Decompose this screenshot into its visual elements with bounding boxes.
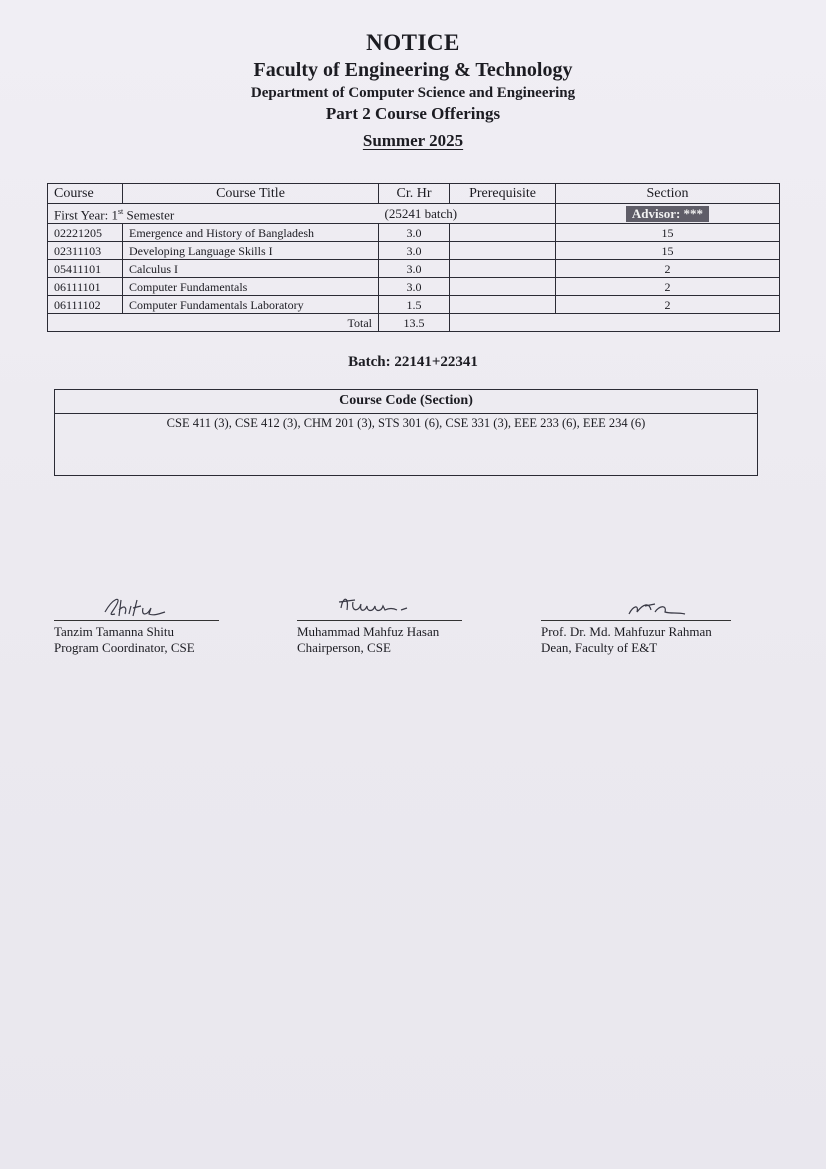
col-credit-header: Cr. Hr [379, 184, 450, 204]
signature-block-coordinator [54, 590, 219, 656]
course-prerequisite [450, 242, 556, 260]
signature-line [541, 620, 731, 621]
course-prerequisite [450, 224, 556, 242]
table-header-row [48, 184, 780, 204]
course-title: Calculus I [123, 260, 379, 278]
course-code: 02221205 [48, 224, 123, 242]
handwritten-signature-shitu [99, 590, 189, 622]
table-row [48, 260, 780, 278]
faculty-name: Faculty of Engineering & Technology [253, 59, 573, 81]
department-name: Department of Computer Science and Engineering [250, 85, 576, 101]
course-offerings-table [47, 183, 780, 332]
signatory-role: Chairperson, CSE [297, 640, 391, 655]
semester-word: Semester [126, 207, 175, 223]
course-credit: 1.5 [379, 296, 450, 314]
semester-row [48, 204, 780, 224]
term-label: Summer 2025 [362, 131, 464, 150]
course-credit: 3.0 [379, 260, 450, 278]
signatory-name: Tanzim Tamanna Shitu [54, 624, 174, 639]
course-code: 06111102 [48, 296, 123, 314]
table-row [48, 242, 780, 260]
total-blank [450, 314, 780, 332]
col-prerequisite-header: Prerequisite [450, 184, 556, 204]
signatory-role: Program Coordinator, CSE [54, 640, 195, 655]
offerings-title: Part 2 Course Offerings [325, 104, 501, 123]
course-section: 15 [556, 242, 780, 260]
course-title: Computer Fundamentals Laboratory [123, 296, 379, 314]
course-code: 02311103 [48, 242, 123, 260]
table-row [48, 296, 780, 314]
signature-block-dean [541, 592, 731, 656]
col-course-header: Course [48, 184, 123, 204]
course-credit: 3.0 [379, 224, 450, 242]
semester-batch [379, 204, 556, 224]
course-code: 06111101 [48, 278, 123, 296]
course-code: 05411101 [48, 260, 123, 278]
handwritten-signature-hasan [335, 588, 425, 620]
course-title: Emergence and History of Bangladesh [123, 224, 379, 242]
course-title: Computer Fundamentals [123, 278, 379, 296]
handwritten-signature-rahman [621, 592, 701, 620]
batch-line: Batch: 22141+22341 [348, 354, 478, 370]
course-prerequisite [450, 296, 556, 314]
course-code-box [54, 389, 758, 476]
course-section: 2 [556, 296, 780, 314]
col-section-header: Section [556, 184, 780, 204]
table-row [48, 278, 780, 296]
signature-line [297, 620, 462, 621]
notice-title: NOTICE [366, 30, 460, 55]
course-prerequisite [450, 278, 556, 296]
course-credit: 3.0 [379, 278, 450, 296]
advisor-cell [556, 204, 780, 224]
course-code-list: CSE 411 (3), CSE 412 (3), CHM 201 (3), STS 301 (6), CSE 331 (3), EEE 233 (6), EEE 234 (6) [166, 416, 646, 430]
course-section: 2 [556, 278, 780, 296]
course-section: 2 [556, 260, 780, 278]
semester-number: 1 [111, 207, 118, 223]
col-title-header: Course Title [123, 184, 379, 204]
semester-batch-label: (25241 batch) [384, 205, 458, 221]
course-credit: 3.0 [379, 242, 450, 260]
course-code-title: Course Code (Section) [55, 390, 757, 414]
signatory-name: Muhammad Mahfuz Hasan [297, 624, 440, 639]
course-prerequisite [450, 260, 556, 278]
total-credit: 13.5 [379, 314, 450, 332]
semester-ordinal-suffix: st [117, 207, 124, 216]
year-label: First Year: [54, 207, 109, 223]
term-title [0, 131, 826, 151]
semester-label [48, 204, 379, 224]
total-row [48, 314, 780, 332]
signature-block-chairperson [297, 588, 462, 656]
course-section: 15 [556, 224, 780, 242]
course-title: Developing Language Skills I [123, 242, 379, 260]
table-row [48, 224, 780, 242]
signatory-name: Prof. Dr. Md. Mahfuzur Rahman [541, 624, 712, 639]
signatory-role: Dean, Faculty of E&T [541, 640, 658, 655]
total-label: Total [48, 314, 379, 332]
advisor-badge: Advisor: *** [626, 206, 709, 222]
